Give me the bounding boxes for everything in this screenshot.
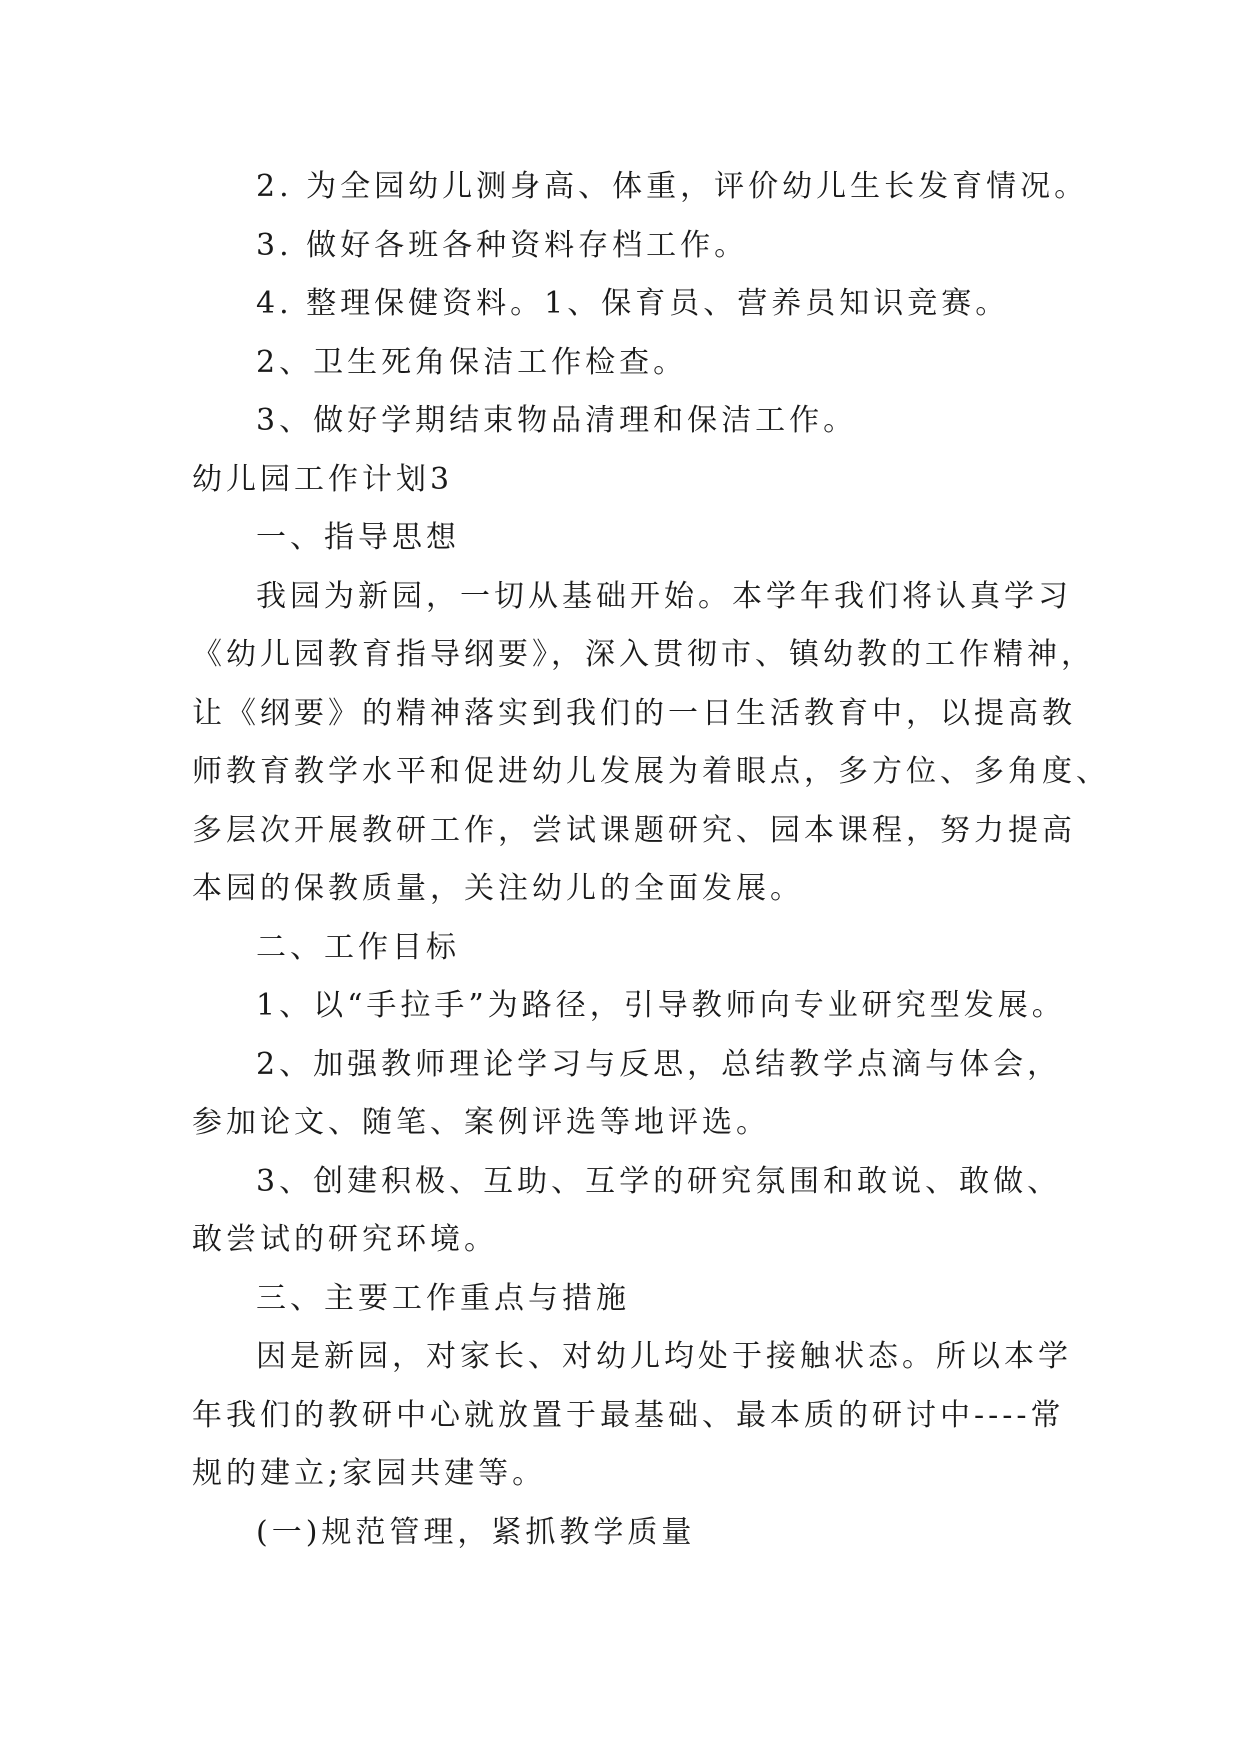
text-line: 3. 做好各班各种资料存档工作。 [256,227,749,263]
text-line: 幼儿园工作计划3 [192,461,454,497]
text-line: 让《纲要》的精神落实到我们的一日生活教育中，以提高教 [192,695,1076,731]
text-line: 多层次开展教研工作，尝试课题研究、园本课程，努力提高 [192,812,1076,848]
text-line: 年我们的教研中心就放置于最基础、最本质的研讨中----常 [192,1397,1065,1433]
text-line: 师教育教学水平和促进幼儿发展为着眼点，多方位、多角度、 [192,754,1110,789]
text-line: 2、加强教师理论学习与反思，总结教学点滴与体会， [256,1046,1062,1082]
text-line: 2. 为全园幼儿测身高、体重，评价幼儿生长发育情况。 [256,169,1089,204]
text-line: 本园的保教质量，关注幼儿的全面发展。 [192,871,804,906]
text-line: 1、以“手拉手”为路径，引导教师向专业研究型发展。 [256,988,1066,1023]
text-line: 三、主要工作重点与措施 [256,1280,630,1316]
text-line: 3、做好学期结束物品清理和保洁工作。 [256,403,858,438]
text-line: 4. 整理保健资料。1、保育员、营养员知识竞赛。 [256,286,1010,321]
text-line: (一)规范管理，紧抓教学质量 [256,1514,696,1550]
text-line: 二、工作目标 [256,929,460,965]
text-line: 一、指导思想 [256,520,460,555]
document-body [192,158,1110,1562]
text-line: 因是新园，对家长、对幼儿均处于接触状态。所以本学 [256,1339,1072,1374]
text-line: 《幼儿园教育指导纲要》，深入贯彻市、镇幼教的工作精神， [192,637,1095,672]
text-line: 我园为新园，一切从基础开始。本学年我们将认真学习 [256,578,1072,614]
text-line: 规的建立;家园共建等。 [192,1456,547,1491]
text-line: 敢尝试的研究环境。 [192,1222,498,1257]
text-line: 参加论文、随笔、案例评选等地评选。 [192,1105,770,1140]
text-line: 2、卫生死角保洁工作检查。 [256,344,688,380]
text-line: 3、创建积极、互助、互学的研究氛围和敢说、敢做、 [256,1163,1062,1199]
